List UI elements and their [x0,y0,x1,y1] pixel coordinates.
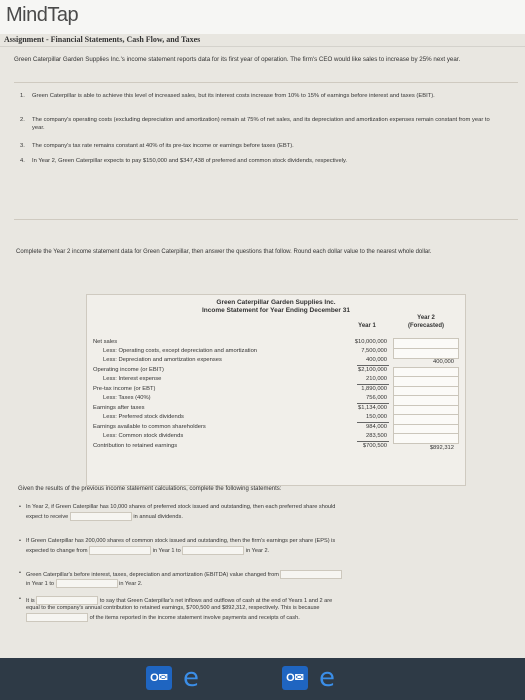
year1-value: 756,000 [366,395,387,401]
divider [357,441,389,442]
answer-dropdown[interactable] [89,546,151,555]
divider [357,403,389,404]
requirement-item: 3. The company's tax rate remains constant at 40% of its pre-tax income or earnings before taxes (EBT). [20,143,294,149]
row-label: Earnings after taxes [93,405,145,411]
income-statement [86,294,466,486]
row-label: Less: Depreciation and amortization expenses [103,357,222,363]
row-label: Less: Preferred stock dividends [103,414,184,420]
year1-value: 283,500 [366,433,387,439]
year1-value: $1,134,000 [357,405,387,411]
year2-value-depreciation: 400,000 [433,359,454,365]
edge-browser-icon[interactable]: e [183,663,199,693]
answer-dropdown[interactable] [36,596,98,605]
year1-value: $700,500 [362,443,387,449]
row-label: Pre-tax income (or EBT) [93,386,156,392]
row-label: Less: Interest expense [103,376,162,382]
requirements-list [14,82,518,220]
outlook-icon[interactable]: O✉ [282,666,308,690]
statement-subtitle: Income Statement for Year Ending December 31 [202,307,350,314]
col-year1: Year 1 [358,323,376,329]
app-brand: MindTap [6,4,79,26]
app-header [0,0,525,35]
row-label: Less: Common stock dividends [103,433,184,439]
col-year2: Year 2 [417,315,435,321]
year1-value: $2,100,000 [357,367,387,373]
row-label: Operating income (or EBIT) [93,367,164,373]
year1-value: 1,890,000 [361,386,387,392]
year2-value-retained-earnings: $892,312 [429,445,454,451]
year1-value: 7,500,000 [361,348,387,354]
question-2: • If Green Caterpillar has 200,000 shares of common stock issued and outstanding, then the firm's earnings per share (EPS) is expected to change from in Year 1 to in Year 2. [19,538,336,554]
question-4: • It is to say that Green Caterpillar's net inflows and outflows of cash at the end of Years 1 and 2 are equal to the company's annual contribution to retained earnings, $700,500 and $892,312, respectively. This is because of the items reported in the income statement involve payments and receipts of cash. [19,596,333,621]
assignment-content [0,48,525,658]
divider [357,365,389,366]
year1-value: 400,000 [366,357,387,363]
question-1: • In Year 2, if Green Caterpillar has 10,000 shares of preferred stock issued and outstanding, then each preferred share should expect to receive in annual dividends. [19,504,336,520]
answer-dropdown[interactable] [70,512,132,521]
breadcrumb: Assignment - Financial Statements, Cash Flow, and Taxes [0,34,525,47]
answer-dropdown[interactable] [26,613,88,622]
year1-value: 984,000 [366,424,387,430]
col-year2-sub: (Forecasted) [407,323,444,329]
divider [357,422,389,423]
row-label: Less: Operating costs, except depreciation and amortization [103,348,258,354]
given-text: Given the results of the previous income statement calculations, complete the following statements: [18,486,282,492]
edge-browser-icon[interactable]: e [319,663,335,693]
answer-dropdown[interactable] [280,570,342,579]
requirement-item: 4. In Year 2, Green Caterpillar expects to pay $150,000 and $347,438 of preferred and common stock dividends, respectively. [20,158,348,164]
year1-value: 150,000 [366,414,387,420]
answer-dropdown[interactable] [56,579,118,588]
year1-value: 210,000 [366,376,387,382]
answer-dropdown[interactable] [182,546,244,555]
outlook-icon[interactable]: O✉ [146,666,172,690]
row-label: Net sales [93,339,118,345]
intro-text: Green Caterpillar Garden Supplies Inc.'s income statement reports data for its first year of operation. The firm's CEO would like sales to increase by 25% next year. [14,56,461,63]
question-3: • Green Caterpillar's before interest, taxes, depreciation and amortization (EBITDA) value changed from in Year 1 to in Year 2. [26,570,346,589]
row-label: Earnings available to common shareholders [93,424,206,430]
requirement-item: 1. Green Caterpillar is able to achieve this level of increased sales, but its interest costs increase from 10% to 15% of earnings before interest and taxes (EBIT). [20,93,435,99]
year1-value: $10,000,000 [354,339,387,345]
taskbar [0,658,525,700]
row-label: Contribution to retained earnings [93,443,178,449]
requirement-item: 2. The company's operating costs (excluding depreciation and amortization) remain at 75% of net sales, and its depreciation and amortization expenses remain constant from year to year. [20,117,490,131]
divider [357,384,389,385]
statement-company: Green Caterpillar Garden Supplies Inc. [216,299,336,306]
instructions: Complete the Year 2 income statement data for Green Caterpillar, then answer the questions that follow. Round each dollar value to the nearest whole dollar. [16,249,432,255]
row-label: Less: Taxes (40%) [103,395,151,401]
